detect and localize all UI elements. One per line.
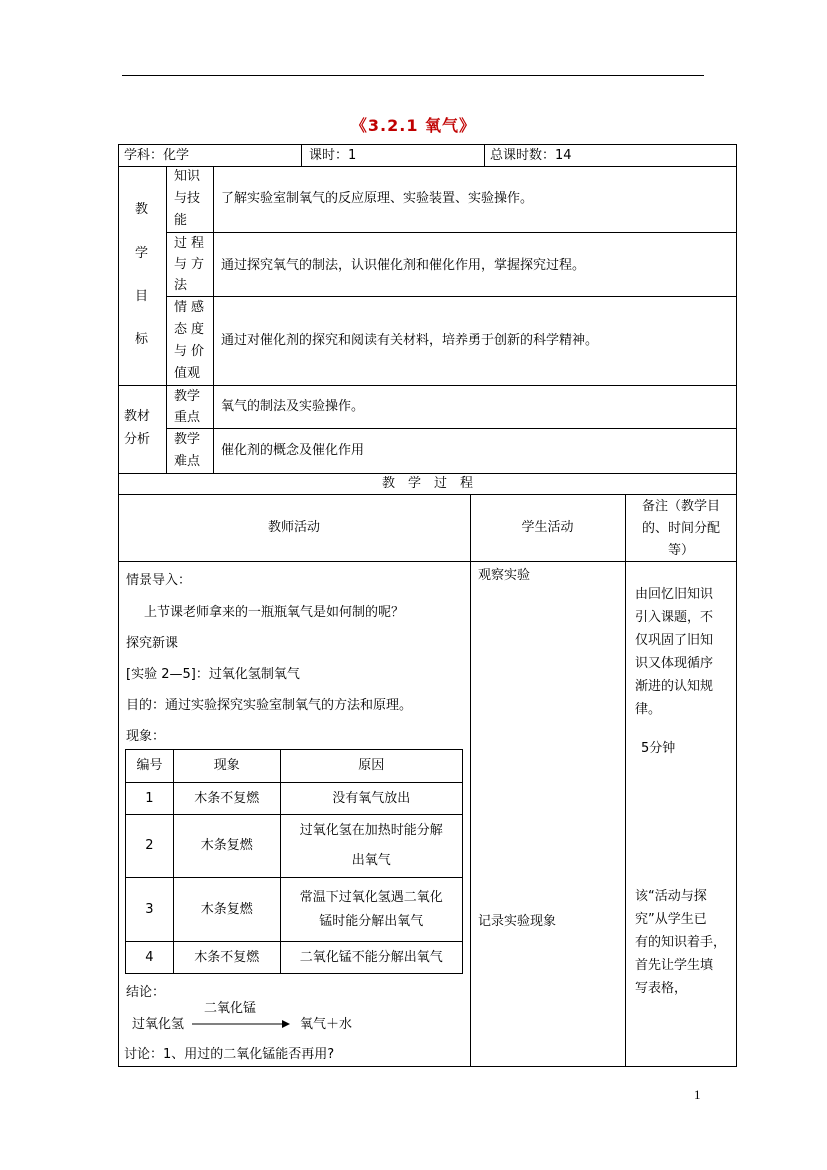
row-reason: 常温下过氧化氢遇二氧化 锰时能分解出氧气 [280, 878, 462, 942]
row-phenomenon: 木条复燃 [173, 878, 280, 942]
table-header-no: 编号 [126, 750, 174, 783]
objectives-label-4: 标 [135, 332, 149, 347]
knowledge-label-3: 能 [174, 213, 188, 228]
lesson-cell: 课时：1 [309, 148, 357, 163]
experiment-label: [实验 2—5]：过氧化氢制氧气 [126, 667, 300, 682]
difficulty-label-2: 难点 [174, 454, 201, 469]
discussion-text: 讨论：1、用过的二氧化锰能否再用? [124, 1047, 335, 1062]
note2-line3: 有的知识着手， [635, 935, 727, 950]
difficulty-content: 催化剂的概念及催化作用 [221, 443, 365, 458]
emotion-label-3: 与价 [174, 344, 209, 359]
conclusion-label: 结论： [126, 985, 166, 1000]
reaction-reactant: 过氧化氢 [132, 1017, 185, 1032]
note1-line5: 渐进的认知规 [635, 679, 714, 694]
emotion-label-4: 值观 [174, 366, 201, 381]
teacher-activity-header: 教师活动 [267, 520, 320, 535]
emotion-content: 通过对催化剂的探究和阅读有关材料，培养勇于创新的科学精神。 [221, 333, 599, 348]
note2-line5: 写表格， [635, 981, 688, 996]
analysis-label-1: 教材 [124, 409, 151, 424]
note2-line1: 该“活动与探 [635, 889, 707, 904]
knowledge-label-1: 知识 [174, 169, 201, 184]
purpose-text: 目的：通过实验探究实验室制氧气的方法和原理。 [126, 698, 413, 713]
row-phenomenon: 木条复燃 [173, 815, 280, 878]
row-phenomenon: 木条不复燃 [173, 942, 280, 974]
notes-header-3: 等） [667, 543, 694, 558]
table-header-reason: 原因 [280, 750, 462, 783]
reaction-products: 氧气＋水 [300, 1017, 353, 1032]
row-no: 4 [126, 942, 174, 974]
page-title: 《3.2.1 氧气》 [350, 116, 477, 135]
row-no: 1 [126, 783, 174, 815]
page-number: 1 [694, 1087, 701, 1102]
reaction-catalyst: 二氧化锰 [204, 1001, 257, 1016]
process-label-1: 过程 [174, 236, 209, 251]
experiment-table [125, 749, 463, 974]
subject-cell: 学科：化学 [124, 148, 190, 163]
note2-line4: 首先让学生填 [635, 958, 714, 973]
note1-line1: 由回忆旧知识 [635, 587, 714, 602]
key-point-label-2: 重点 [174, 410, 201, 425]
student-record: 记录实验现象 [478, 914, 557, 929]
process-label-2: 与方 [174, 257, 209, 272]
time-allocation: 5分钟 [641, 741, 676, 756]
process-label-3: 法 [174, 278, 188, 293]
note2-line2: 究”从学生已 [635, 912, 707, 927]
notes-header-2: 的、时间分配 [641, 521, 720, 536]
intro-question: 上节课老师拿来的一瓶瓶氧气是如何制的呢？ [144, 605, 405, 620]
new-lesson-label: 探究新课 [126, 636, 179, 651]
process-content: 通过探究氧气的制法，认识催化剂和催化作用，掌握探究过程。 [221, 258, 586, 273]
table-row [126, 942, 463, 974]
objectives-label-1: 教 [135, 202, 149, 217]
difficulty-label-1: 教学 [174, 432, 201, 447]
knowledge-label-2: 与技 [174, 191, 201, 206]
notes-header-1: 备注（教学目 [641, 499, 720, 514]
analysis-label-2: 分析 [124, 432, 151, 447]
total-lessons-cell: 总课时数：14 [490, 148, 572, 163]
student-observe: 观察实验 [478, 568, 531, 583]
note1-line4: 识又体现循序 [635, 656, 714, 671]
emotion-label-1: 情感 [174, 300, 209, 315]
table-header-phenomenon: 现象 [173, 750, 280, 783]
phenomenon-label: 现象： [126, 729, 166, 744]
reaction-arrow-icon [192, 1019, 290, 1029]
student-activity-header: 学生活动 [521, 520, 574, 535]
intro-label: 情景导入： [126, 573, 192, 588]
objectives-label-2: 学 [135, 246, 149, 261]
row-no: 3 [126, 878, 174, 942]
table-row [126, 783, 463, 815]
note1-line2: 引入课题，不 [635, 610, 714, 625]
key-point-label-1: 教学 [174, 389, 201, 404]
table-row [126, 815, 463, 878]
row-reason: 二氧化锰不能分解出氧气 [280, 942, 462, 974]
header-rule [122, 75, 704, 76]
row-reason: 过氧化氢在加热时能分解 出氧气 [280, 815, 462, 878]
emotion-label-2: 态度 [174, 322, 209, 337]
key-point-content: 氧气的制法及实验操作。 [221, 399, 365, 414]
row-reason: 没有氧气放出 [280, 783, 462, 815]
process-title: 教 学 过 程 [381, 476, 473, 491]
table-row [126, 878, 463, 942]
objectives-label-3: 目 [135, 289, 149, 304]
row-no: 2 [126, 815, 174, 878]
note1-line3: 仅巩固了旧知 [635, 633, 714, 648]
note1-line6: 律。 [635, 702, 662, 717]
knowledge-content: 了解实验室制氧气的反应原理、实验装置、实验操作。 [221, 191, 534, 206]
row-phenomenon: 木条不复燃 [173, 783, 280, 815]
